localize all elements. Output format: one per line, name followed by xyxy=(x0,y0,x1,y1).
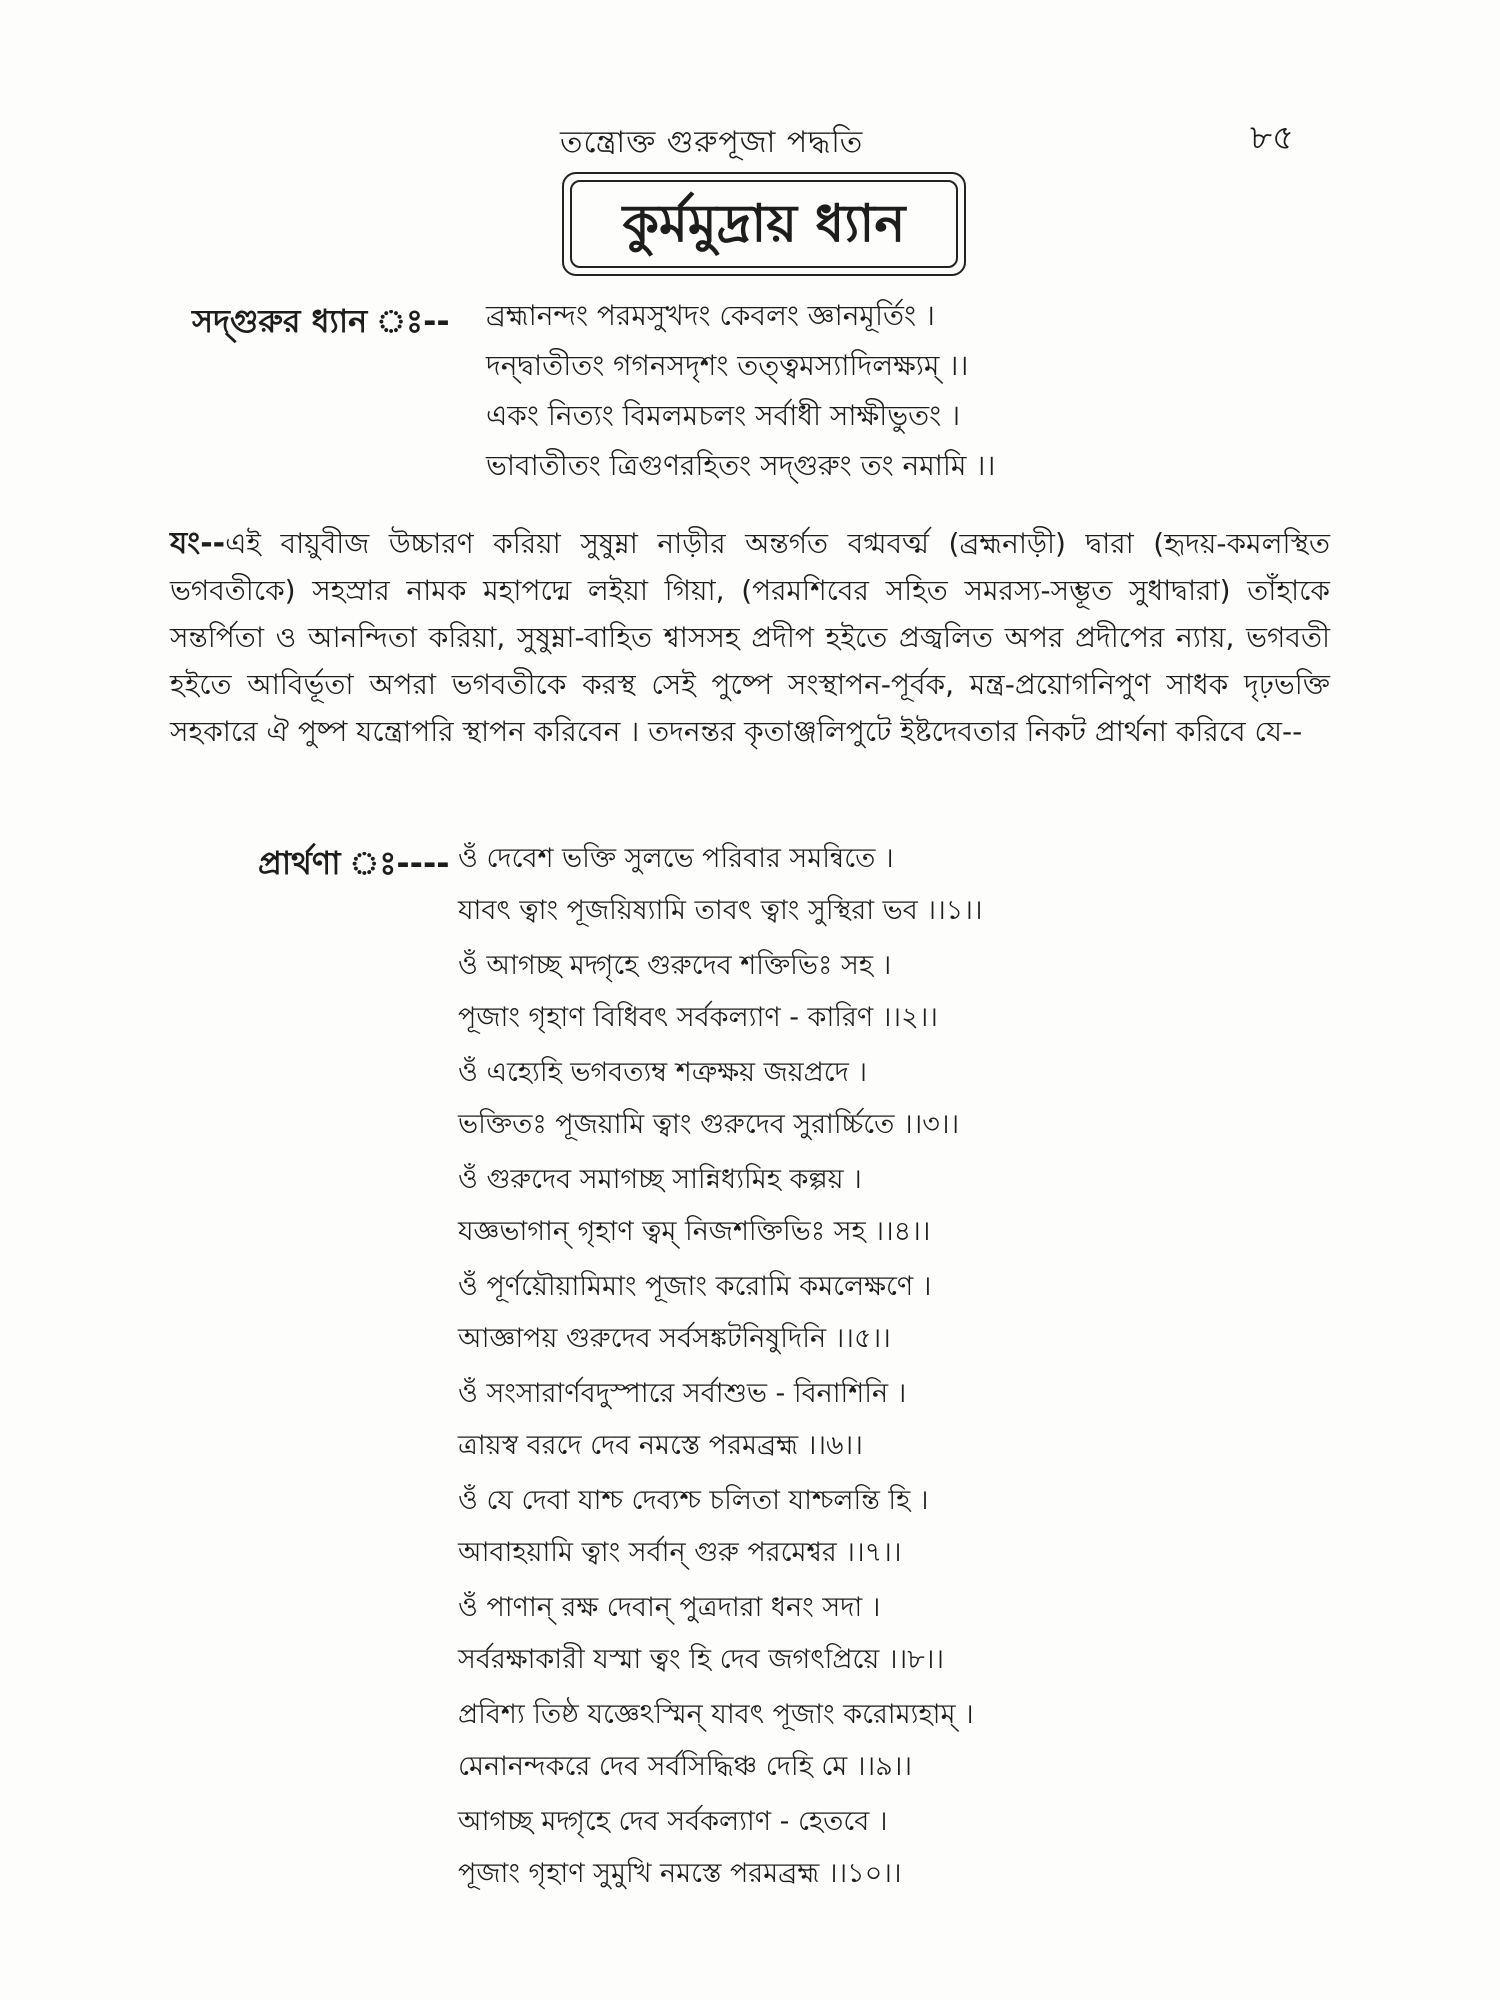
dhyan-verse-line: ব্রহ্মানন্দং পরমসুখদং কেবলং জ্ঞানমূর্তিং । xyxy=(486,299,935,332)
prayer-stanza xyxy=(458,1694,983,1801)
dhyan-verse xyxy=(486,296,995,496)
prayer-stanza xyxy=(458,1052,983,1159)
prayer-line: ভক্তিতঃ পূজয়ামি ত্বাং গুরুদেব সুরার্চ্চিতে ।।৩।। xyxy=(458,1109,960,1140)
prayer-stanza xyxy=(458,1266,983,1373)
prayer-line: সর্বরক্ষাকারী যস্মা ত্বং হি দেব জগৎপ্রিয়ে ।।৮।। xyxy=(458,1644,945,1675)
section-title: কুর্মমুদ্রায় ধ্যান xyxy=(622,194,906,254)
dhyan-label: সদ্গুরুর ধ্যান ঃ-- xyxy=(192,302,450,340)
page-number: ৮৫ xyxy=(1250,118,1295,158)
section-title-frame xyxy=(562,172,966,276)
prayer-line: ওঁ পাণান্ রক্ষ দেবান্ পুত্রদারা ধনং সদা । xyxy=(458,1592,881,1623)
instruction-lead: যং-- xyxy=(170,526,226,561)
prayer-stanza xyxy=(458,1480,983,1587)
prayer-line: পূজাং গৃহাণ বিধিবৎ সর্বকল্যাণ - কারিণ ।।২।। xyxy=(458,1002,938,1033)
dhyan-verse-line: ভাবাতীতং ত্রিগুণরহিতং সদ্গুরুং তং নমামি ।। xyxy=(486,449,996,482)
prayer-line: পূজাং গৃহাণ সুমুখি নমস্তে পরমব্রহ্ম ।।১০।। xyxy=(458,1858,902,1889)
prayer-line: ওঁ গুরুদেব সমাগচ্ছ সান্নিধ্যমিহ কল্পয় । xyxy=(458,1164,862,1195)
prayer-line: ওঁ দেবেশ ভক্তি সুলভে পরিবার সমন্বিতে । xyxy=(458,843,894,874)
prayer-line: ওঁ এহ্যেহি ভগবত্যম্ব শত্রুক্ষয় জয়প্রদে । xyxy=(458,1057,868,1088)
prayer-line: আজ্ঞাপয় গুরুদেব সর্বসঙ্কটনিষুদিনি ।।৫।। xyxy=(458,1323,891,1354)
dhyan-verse-line: দন্দ্বাতীতং গগনসদৃশং তত্ত্বমস্যাদিলক্ষ্যম্ ।। xyxy=(486,349,969,382)
prayer-stanza xyxy=(458,1587,983,1694)
prayer-stanza xyxy=(458,945,983,1052)
prayer-stanza xyxy=(458,838,983,945)
prayer-line: যাবৎ ত্বাং পূজয়িষ্যামি তাবৎ ত্বাং সুস্থিরা ভব ।।১।। xyxy=(458,895,983,926)
section-title-inner-frame xyxy=(570,180,958,268)
prayer-verses xyxy=(458,838,983,1908)
prayer-line: আবাহয়ামি ত্বাং সর্বান্ গুরু পরমেশ্বর ।।৭।। xyxy=(458,1537,902,1568)
prayer-stanza xyxy=(458,1801,983,1908)
prayer-stanza xyxy=(458,1159,983,1266)
instruction-paragraph xyxy=(170,520,1330,755)
prayer-line: ত্রায়স্ব বরদে দেব নমস্তে পরমব্রহ্ম ।।৬।। xyxy=(458,1430,863,1461)
prayer-line: ওঁ যে দেবা যাশ্চ দেব্যশ্চ চলিতা যাশ্চলন্তি হি । xyxy=(458,1485,929,1516)
prayer-line: আগচ্ছ মদ্গৃহে দেব সর্বকল্যাণ - হেতবে । xyxy=(458,1806,888,1837)
prayer-line: ওঁ আগচ্ছ মদ্গৃহে গুরুদেব শক্তিভিঃ সহ । xyxy=(458,950,892,981)
prayer-stanza xyxy=(458,1373,983,1480)
running-head: তন্ত্রোক্ত গুরুপূজা পদ্ধতি xyxy=(560,125,864,160)
instruction-text: এই বায়ুবীজ উচ্চারণ করিয়া সুষুম্না নাড়ীর অন্তর্গত বগ্মবর্ত্ম (ব্রহ্মনাড়ী) দ্বারা (হৃদয়-কমলস্থিত ভগবতীকে) সহস্রার নামক মহাপদ্মে লইয়া গিয়া, (পরমশিবের সহিত সমরস্য-সম্ভূত সুধাদ্বারা) তাঁহাকে সন্তর্পিতা ও আনন্দিতা করিয়া, সুষুম্না-বাহিত শ্বাসসহ প্রদীপ হইতে প্রজ্বলিত অপর প্রদীপের ন্যায়, ভগবতী হইতে আবির্ভূতা অপরা ভগবতীকে করস্থ সেই পুষ্পে সংস্থাপন-পূর্বক, মন্ত্র-প্রয়োগনিপুণ সাধক দৃঢ়ভক্তি সহকারে ঐ পুষ্প যন্ত্রোপরি স্থাপন করিবেন । তদনন্তর কৃতাঞ্জলিপুটে ইষ্টদেবতার নিকট প্রার্থনা করিবে যে-- xyxy=(170,527,1330,748)
prayer-label: প্রার্থণা ঃ---- xyxy=(258,844,450,882)
prayer-line: মেনানন্দকরে দেব সর্বসিদ্ধিঞ্চ দেহি মে ।।৯।। xyxy=(458,1751,913,1782)
prayer-line: ওঁ পূর্ণয়ৌয়ামিমাং পূজাং করোমি কমলেক্ষণে । xyxy=(458,1271,932,1302)
dhyan-verse-line: একং নিত্যং বিমলমচলং সর্বাধী সাক্ষীভুতং । xyxy=(486,399,961,432)
prayer-line: ওঁ সংসারার্ণবদুস্পারে সর্বাশুভ - বিনাশিনি । xyxy=(458,1378,907,1409)
prayer-line: প্রবিশ্য তিষ্ঠ যজ্ঞেঽস্মিন্ যাবৎ পূজাং করোম্যহাম্ । xyxy=(458,1699,974,1730)
prayer-line: যজ্ঞভাগান্ গৃহাণ ত্বম্ নিজশক্তিভিঃ সহ ।।৪।। xyxy=(458,1216,931,1247)
